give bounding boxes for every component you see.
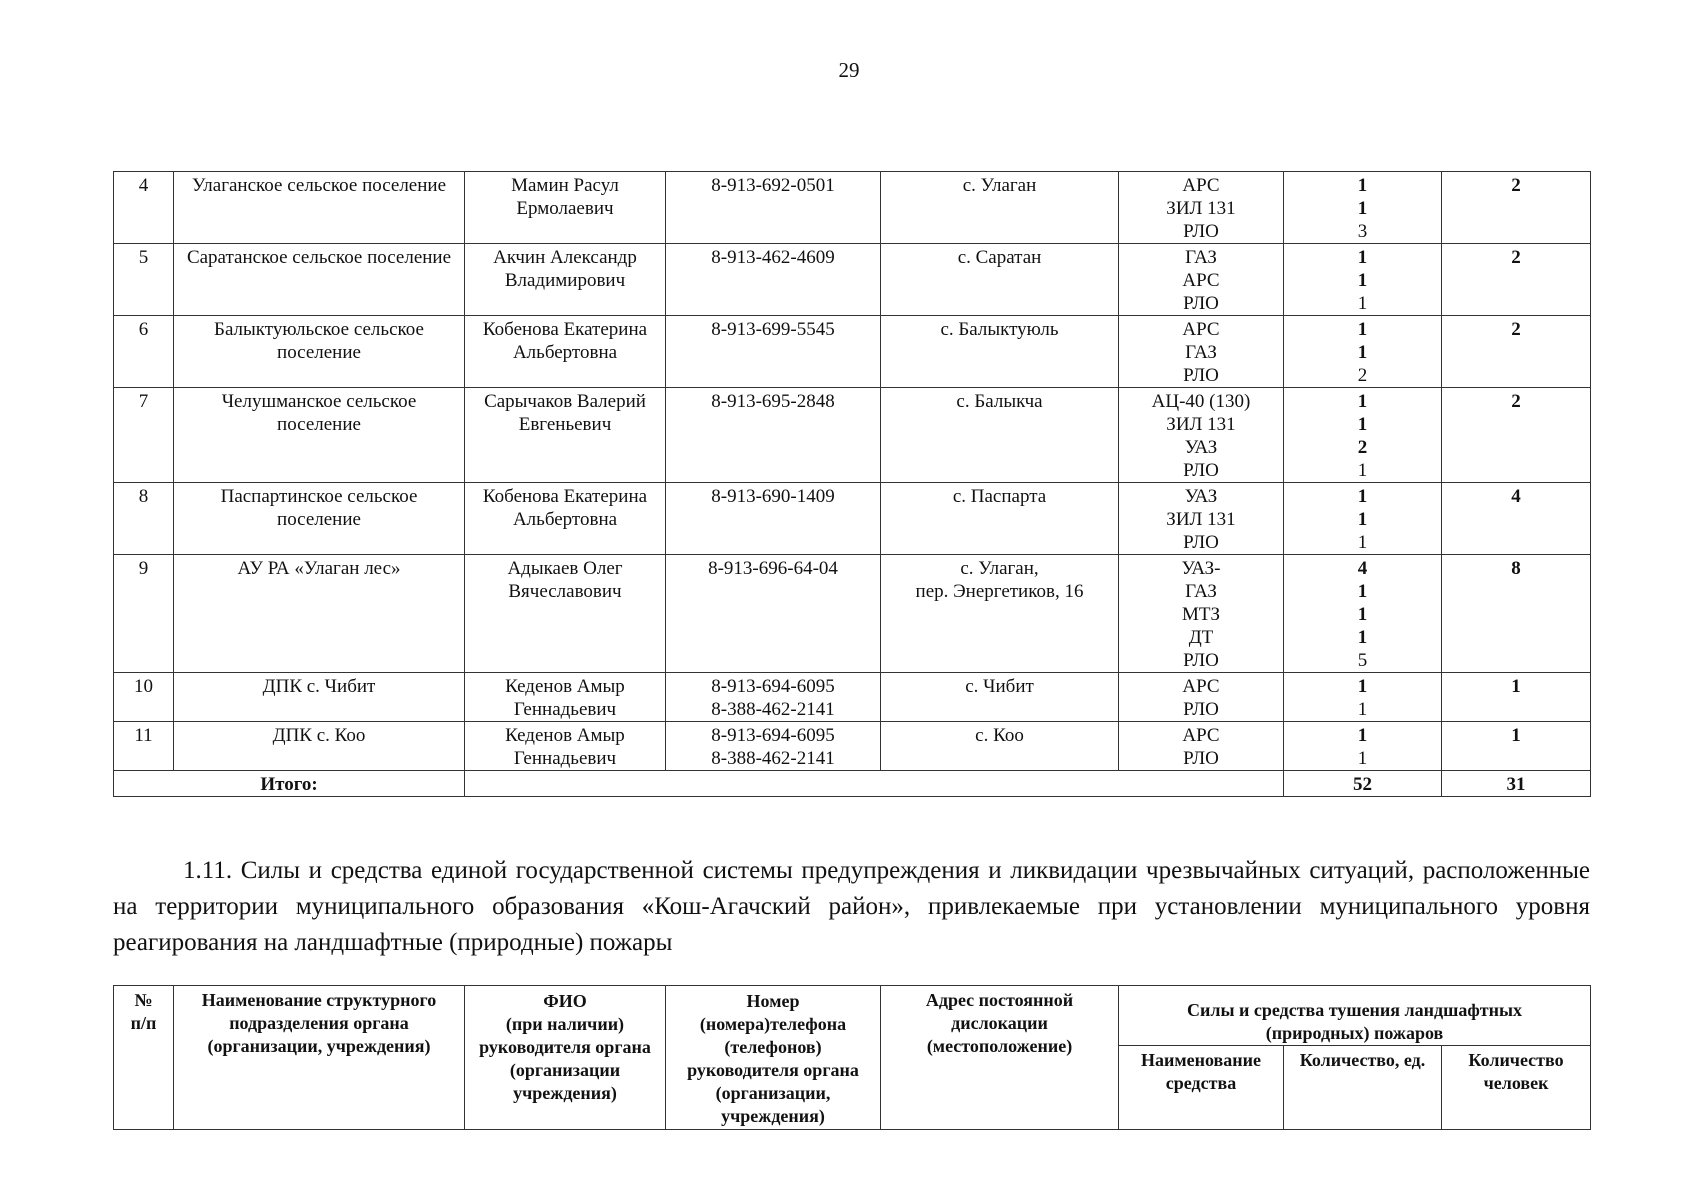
header-no [114, 986, 174, 1130]
people-count: 8 [1442, 555, 1591, 673]
row-number: 6 [114, 316, 174, 388]
cell-line: с. Чибит [965, 676, 1034, 697]
phone-numbers [666, 483, 881, 555]
unit-name [174, 673, 465, 722]
row-number: 11 [114, 722, 174, 771]
cell-line: 1 [1357, 293, 1368, 314]
people-count: 2 [1442, 316, 1591, 388]
row-number: 4 [114, 172, 174, 244]
means-quantities [1284, 244, 1442, 316]
cell-line: 1 [1357, 270, 1368, 291]
header-address [881, 986, 1119, 1130]
cell-line: 8-913-696-64-04 [708, 558, 838, 579]
cell-line: Улаганское сельское поселение [191, 175, 446, 196]
header-name [174, 986, 465, 1130]
head-name [465, 316, 666, 388]
phone-numbers [666, 673, 881, 722]
header-line: учреждения) [513, 1083, 617, 1103]
cell-line: с. Саратан [957, 247, 1042, 268]
cell-line: Паспартинское сельское [220, 486, 418, 507]
cell-line: Кобенова Екатерина [482, 486, 648, 507]
table-row [114, 555, 1591, 673]
means-names [1119, 483, 1284, 555]
cell-line: УАЗ- [1181, 558, 1221, 579]
cell-line: пер. Энергетиков, 16 [915, 581, 1084, 602]
cell-line: 8-913-692-0501 [711, 175, 835, 196]
cell-line: РЛО [1183, 532, 1219, 553]
forces-table-body [114, 172, 1591, 797]
address [881, 316, 1119, 388]
head-name [465, 483, 666, 555]
header-forces [1119, 986, 1591, 1046]
row-number: 8 [114, 483, 174, 555]
total-people: 31 [1442, 771, 1591, 797]
head-name [465, 388, 666, 483]
cell-line: 1 [1357, 725, 1368, 746]
header-line: № [134, 990, 153, 1010]
unit-name [174, 244, 465, 316]
cell-line: АЦ-40 (130) [1151, 391, 1251, 412]
means-names [1119, 244, 1284, 316]
cell-line: Геннадьевич [513, 699, 617, 720]
cell-line: с. Улаган, [960, 558, 1039, 579]
cell-line: Геннадьевич [513, 748, 617, 769]
means-names [1119, 555, 1284, 673]
cell-line: МТЗ [1181, 604, 1221, 625]
cell-line: ДПК с. Чибит [262, 676, 376, 697]
header-line: Адрес постоянной [925, 990, 1074, 1010]
cell-line: с. Паспарта [952, 486, 1047, 507]
people-count: 1 [1442, 673, 1591, 722]
row-number: 9 [114, 555, 174, 673]
header-line: Наименование структурного [201, 990, 437, 1010]
cell-line: АРС [1182, 270, 1220, 291]
header-people [1442, 1046, 1591, 1130]
header-line: (природных) пожаров [1265, 1022, 1444, 1043]
cell-line: Вячеславович [508, 581, 622, 602]
means-quantities [1284, 316, 1442, 388]
cell-line: с. Улаган [962, 175, 1037, 196]
cell-line: 2 [1357, 365, 1368, 386]
cell-line: Балыктуюльское сельское [214, 319, 424, 340]
table-row [114, 388, 1591, 483]
table-row [114, 673, 1591, 722]
head-name [465, 555, 666, 673]
header-line: средства [1165, 1073, 1237, 1093]
unit-name [174, 722, 465, 771]
header-line: руководителя органа [479, 1037, 651, 1057]
table-row [114, 172, 1591, 244]
cell-line: Альбертовна [512, 509, 618, 530]
cell-line: 2 [1357, 437, 1368, 458]
cell-line: РЛО [1183, 699, 1219, 720]
header-line: (при наличии) [505, 1014, 625, 1034]
header-line: учреждения) [721, 1106, 825, 1126]
header-line: п/п [130, 1013, 157, 1033]
cell-line: 8-913-694-6095 [711, 725, 835, 746]
address [881, 673, 1119, 722]
means-quantities [1284, 722, 1442, 771]
means-quantities [1284, 172, 1442, 244]
cell-line: Саратанское сельское поселение [186, 247, 452, 268]
means-quantities [1284, 555, 1442, 673]
header-quantity [1284, 1046, 1442, 1130]
cell-line: с. Коо [975, 725, 1024, 746]
cell-line: 1 [1357, 175, 1368, 196]
header-line: Количество, ед. [1299, 1050, 1426, 1070]
cell-line: Сарычаков Валерий [484, 391, 646, 412]
table-row [114, 316, 1591, 388]
phone-numbers [666, 172, 881, 244]
cell-line: РЛО [1183, 650, 1219, 671]
cell-line: 1 [1357, 247, 1368, 268]
table-row [114, 722, 1591, 771]
cell-line: 1 [1357, 414, 1368, 435]
cell-line: ГАЗ [1185, 581, 1217, 602]
cell-line: ДПК с. Коо [272, 725, 366, 746]
means-quantities [1284, 483, 1442, 555]
header-line: (телефонов) [724, 1037, 822, 1057]
cell-line: АРС [1182, 319, 1220, 340]
head-name [465, 244, 666, 316]
means-names [1119, 673, 1284, 722]
cell-line: с. Балыкча [956, 391, 1043, 412]
page-number: 29 [838, 58, 860, 82]
cell-line: с. Балыктуюль [940, 319, 1059, 340]
means-names [1119, 316, 1284, 388]
cell-line: Кеденов Амыр [505, 676, 625, 697]
cell-line: Ермолаевич [516, 198, 614, 219]
address [881, 172, 1119, 244]
header-line: Количество [1468, 1050, 1564, 1070]
table-row [114, 244, 1591, 316]
cell-line: АУ РА «Улаган лес» [237, 558, 401, 579]
cell-line: 1 [1357, 460, 1368, 481]
unit-name [174, 316, 465, 388]
total-label: Итого: [114, 771, 465, 797]
cell-line: 1 [1357, 509, 1368, 530]
cell-line: Челушманское сельское [221, 391, 417, 412]
cell-line: АРС [1182, 175, 1220, 196]
cell-line: Кеденов Амыр [505, 725, 625, 746]
people-count: 2 [1442, 172, 1591, 244]
head-name [465, 172, 666, 244]
header-line: дислокации [951, 1013, 1048, 1033]
total-quantity: 52 [1284, 771, 1442, 797]
cell-line: Кобенова Екатерина [482, 319, 648, 340]
cell-line: Владимирович [504, 270, 626, 291]
address [881, 483, 1119, 555]
cell-line: РЛО [1183, 293, 1219, 314]
header-line: ФИО [543, 991, 587, 1011]
cell-line: 1 [1357, 319, 1368, 340]
means-quantities [1284, 388, 1442, 483]
cell-line: РЛО [1183, 748, 1219, 769]
cell-line: АРС [1182, 725, 1220, 746]
header-line: подразделения органа [229, 1013, 409, 1033]
cell-line: 8-388-462-2141 [711, 748, 835, 769]
cell-line: поселение [277, 509, 361, 530]
phone-numbers [666, 555, 881, 673]
cell-line: РЛО [1183, 460, 1219, 481]
cell-line: УАЗ [1184, 486, 1218, 507]
header-line: человек [1483, 1073, 1549, 1093]
people-count: 1 [1442, 722, 1591, 771]
means-quantities [1284, 673, 1442, 722]
cell-line: 8-913-699-5545 [711, 319, 835, 340]
cell-line: 8-388-462-2141 [711, 699, 835, 720]
cell-line: 1 [1357, 748, 1368, 769]
cell-line: Адыкаев Олег [507, 558, 623, 579]
cell-line: 1 [1357, 699, 1368, 720]
unit-name [174, 388, 465, 483]
header-line: Силы и средства тушения ландшафтных [1186, 999, 1523, 1020]
people-count: 4 [1442, 483, 1591, 555]
cell-line: ДТ [1188, 627, 1214, 648]
forces-table [113, 171, 1591, 797]
table-row [114, 483, 1591, 555]
header-line: (номера)телефона [699, 1014, 847, 1034]
section-heading: 1.11. Силы и средства единой государственной системы предупреждения и ликвидации чрезвычайных ситуаций, расположенные на территории муниципального образования «Кош-Агачский район», привлекаемые при установлении муниципального уровня реагирования на ландшафтные (природные) пожары [113, 857, 1590, 956]
row-number: 10 [114, 673, 174, 722]
header-line: (местоположение) [926, 1036, 1073, 1056]
means-names [1119, 388, 1284, 483]
cell-line: 1 [1357, 676, 1368, 697]
cell-line: АРС [1182, 676, 1220, 697]
cell-line: 1 [1357, 581, 1368, 602]
cell-line: Альбертовна [512, 342, 618, 363]
row-number: 7 [114, 388, 174, 483]
header-head [465, 986, 666, 1130]
cell-line: Мамин Расул [511, 175, 619, 196]
unit-name [174, 172, 465, 244]
header-line: руководителя органа [687, 1060, 859, 1080]
cell-line: ЗИЛ 131 [1166, 509, 1236, 530]
cell-line: 8-913-694-6095 [711, 676, 835, 697]
cell-line: 1 [1357, 198, 1368, 219]
cell-line: Евгеньевич [518, 414, 612, 435]
cell-line: ГАЗ [1185, 342, 1217, 363]
cell-line: 8-913-462-4609 [711, 247, 835, 268]
cell-line: поселение [277, 342, 361, 363]
cell-line: 5 [1357, 650, 1368, 671]
cell-line: 1 [1357, 391, 1368, 412]
cell-line: Акчин Александр [493, 247, 637, 268]
phone-numbers [666, 316, 881, 388]
total-empty [465, 771, 1284, 797]
forces-table-header [113, 985, 1591, 1130]
cell-line: 3 [1357, 221, 1368, 242]
header-line: Наименование [1141, 1050, 1261, 1070]
header-means [1119, 1046, 1284, 1130]
head-name [465, 722, 666, 771]
address [881, 244, 1119, 316]
address [881, 555, 1119, 673]
header-line: (организации, учреждения) [207, 1036, 431, 1056]
cell-line: 4 [1357, 558, 1368, 579]
cell-line: УАЗ [1184, 437, 1218, 458]
people-count: 2 [1442, 244, 1591, 316]
address [881, 388, 1119, 483]
unit-name [174, 483, 465, 555]
address [881, 722, 1119, 771]
row-number: 5 [114, 244, 174, 316]
header-line: Номер [746, 991, 800, 1011]
cell-line: ЗИЛ 131 [1166, 414, 1236, 435]
unit-name [174, 555, 465, 673]
total-row [114, 771, 1591, 797]
cell-line: РЛО [1183, 221, 1219, 242]
phone-numbers [666, 722, 881, 771]
phone-numbers [666, 388, 881, 483]
people-count: 2 [1442, 388, 1591, 483]
cell-line: 1 [1357, 604, 1368, 625]
cell-line: поселение [277, 414, 361, 435]
header-line: (организации [509, 1060, 621, 1080]
cell-line: 1 [1357, 486, 1368, 507]
cell-line: 8-913-695-2848 [711, 391, 835, 412]
cell-line: РЛО [1183, 365, 1219, 386]
cell-line: 1 [1357, 342, 1368, 363]
cell-line: 1 [1357, 627, 1368, 648]
means-names [1119, 172, 1284, 244]
header-phone [666, 986, 881, 1130]
cell-line: 8-913-690-1409 [711, 486, 835, 507]
cell-line: ГАЗ [1185, 247, 1217, 268]
phone-numbers [666, 244, 881, 316]
means-names [1119, 722, 1284, 771]
head-name [465, 673, 666, 722]
cell-line: 1 [1357, 532, 1368, 553]
cell-line: ЗИЛ 131 [1166, 198, 1236, 219]
header-line: (организации, [715, 1083, 831, 1103]
